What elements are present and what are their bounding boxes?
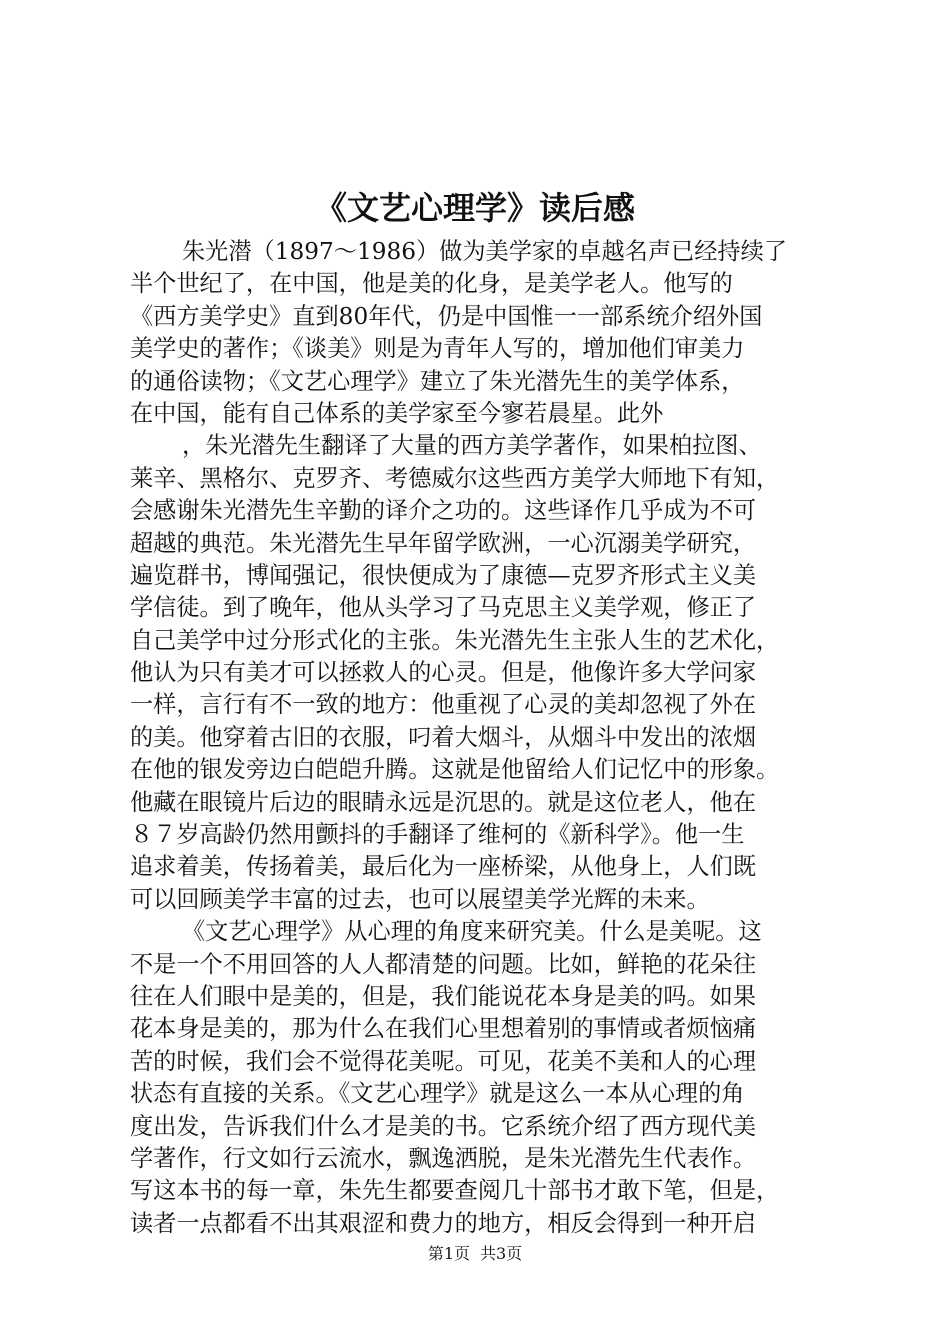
text-line: 自己美学中过分形式化的主张。朱光潜先生主张人生的艺术化， bbox=[130, 626, 780, 654]
text-line: 可以回顾美学丰富的过去，也可以展望美学光辉的未来。 bbox=[130, 885, 710, 913]
text-line: 追求着美，传扬着美，最后化为一座桥梁，从他身上，人们既 bbox=[130, 853, 757, 881]
text-line: 度出发，告诉我们什么才是美的书。它系统介绍了西方现代美 bbox=[130, 1112, 757, 1140]
page-footer bbox=[0, 1243, 950, 1265]
text-line: 一样，言行有不一致的地方：他重视了心灵的美却忽视了外在 bbox=[130, 691, 757, 719]
text-line: 的通俗读物；《文艺心理学》建立了朱光潜先生的美学体系， bbox=[130, 367, 745, 395]
text-line: 美学史的著作；《谈美》则是为青年人写的，增加他们审美力 bbox=[130, 335, 745, 363]
text-line: 莱辛、黑格尔、克罗齐、考德威尔这些西方美学大师地下有知， bbox=[130, 464, 780, 492]
text-line: 苦的时候，我们会不觉得花美呢。可见，花美不美和人的心理 bbox=[130, 1047, 757, 1075]
text-line: ８７岁高龄仍然用颤抖的手翻译了维柯的《新科学》。他一生 bbox=[130, 821, 745, 849]
text-line: 《西方美学史》直到80年代，仍是中国惟一一部系统介绍外国 bbox=[130, 302, 763, 330]
page-number: 第1页 bbox=[427, 1244, 470, 1263]
text-line: 朱光潜（1897～1986）做为美学家的卓越名声已经持续了 bbox=[182, 238, 787, 265]
text-line: 写这本书的每一章，朱先生都要查阅几十部书才敢下笔，但是， bbox=[130, 1177, 780, 1205]
document-title: 《文艺心理学》读后感 bbox=[314, 189, 635, 227]
text-line: 花本身是美的，那为什么在我们心里想着别的事情或者烦恼痛 bbox=[130, 1015, 757, 1043]
text-line: 不是一个不用回答的人人都清楚的问题。比如，鲜艳的花朵往 bbox=[130, 950, 757, 978]
text-line: 的美。他穿着古旧的衣服，叼着大烟斗，从烟斗中发出的浓烟 bbox=[130, 723, 757, 751]
text-line: 遍览群书，博闻强记，很快便成为了康德—克罗齐形式主义美 bbox=[130, 561, 757, 589]
text-line: 学著作，行文如行云流水，飘逸洒脱，是朱光潜先生代表作。 bbox=[130, 1144, 757, 1172]
text-line: 往在人们眼中是美的，但是，我们能说花本身是美的吗。如果 bbox=[130, 982, 757, 1010]
text-line: 状态有直接的关系。《文艺心理学》就是这么一本从心理的角 bbox=[130, 1080, 745, 1108]
document-body bbox=[130, 236, 830, 1240]
text-line: 他认为只有美才可以拯救人的心灵。但是，他像许多大学问家 bbox=[130, 659, 757, 687]
text-line: 在他的银发旁边白皑皑升腾。这就是他留给人们记忆中的形象。 bbox=[130, 756, 780, 784]
text-line: 超越的典范。朱光潜先生早年留学欧洲，一心沉溺美学研究， bbox=[130, 529, 757, 557]
text-line: 学信徒。到了晚年，他从头学习了马克思主义美学观，修正了 bbox=[130, 594, 757, 622]
text-line: 读者一点都看不出其艰涩和费力的地方，相反会得到一种开启 bbox=[130, 1209, 757, 1237]
page-total: 共3页 bbox=[480, 1244, 523, 1263]
text-line: ，朱光潜先生翻译了大量的西方美学著作，如果柏拉图、 bbox=[182, 432, 762, 460]
text-line: 《文艺心理学》从心理的角度来研究美。什么是美呢。这 bbox=[182, 918, 762, 946]
text-line: 会感谢朱光潜先生辛勤的译介之功的。这些译作几乎成为不可 bbox=[130, 497, 757, 525]
text-line: 他藏在眼镜片后边的眼睛永远是沉思的。就是这位老人，他在 bbox=[130, 788, 757, 816]
text-line: 半个世纪了，在中国，他是美的化身，是美学老人。他写的 bbox=[130, 270, 733, 298]
text-line: 在中国，能有自己体系的美学家至今寥若晨星。此外 bbox=[130, 399, 664, 427]
